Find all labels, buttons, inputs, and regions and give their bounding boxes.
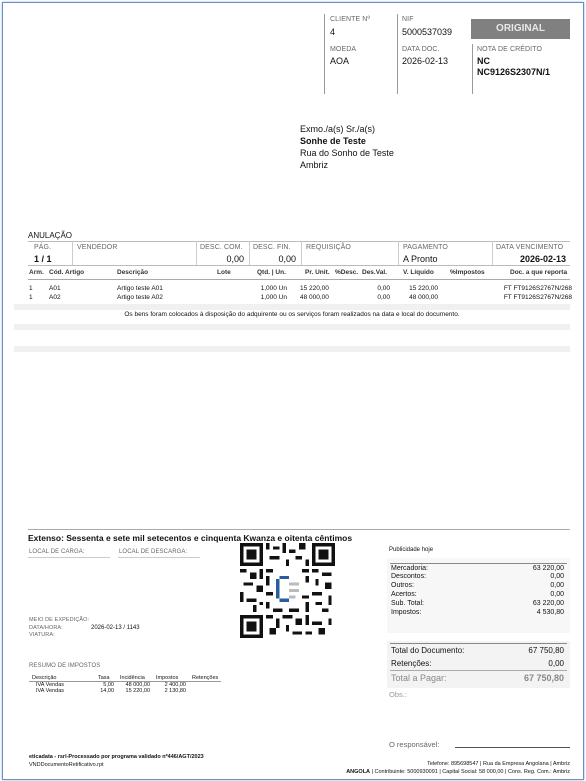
pagamento-value: A Pronto	[403, 254, 438, 264]
info-bottom-border	[28, 265, 570, 266]
tax-cell: 2 130,80	[164, 688, 186, 694]
pagamento-label: PAGAMENTO	[403, 244, 448, 251]
info-divider	[249, 241, 250, 265]
desc-fin-value: 0,00	[278, 254, 296, 264]
acertos-label: Acertos:	[391, 591, 417, 598]
vencimento-label: DATA VENCIMENTO	[496, 244, 564, 251]
nota-credito-number: NC9126S2307N/1	[477, 67, 551, 77]
cell-doc: FT FT9126S2767N/268	[503, 294, 572, 301]
company-legal-line	[300, 769, 570, 775]
company-contact: Telefone: 895698547 | Rua da Empresa Angolana | Ambriz	[427, 761, 570, 767]
address-greeting: Exmo./a(s) Sr./a(s)	[300, 124, 376, 134]
vencimento-value: 2026-02-13	[519, 254, 566, 264]
retencoes-value: 0,00	[548, 659, 564, 668]
amount-in-words: Extenso: Sessenta e sete mil setecentos e cinquenta Kwanza e oitenta cêntimos	[28, 533, 353, 543]
grand-mid-rule	[390, 670, 567, 671]
program-certification: eticadata - rsrl-Processado por programa validado nº446/AGT/2023	[29, 754, 204, 760]
cell-desc: Artigo teste A01	[117, 285, 163, 292]
original-badge: ORIGINAL	[471, 19, 570, 39]
tax-col-retencoes: Retenções	[192, 675, 219, 681]
acertos-value: 0,00	[550, 591, 564, 598]
cell-arm: 1	[29, 285, 33, 292]
viatura-label: VIATURA:	[29, 632, 55, 638]
desc-com-value: 0,00	[226, 254, 244, 264]
impostos-value: 4 530,80	[536, 609, 564, 616]
tax-summary-title: RESUMO DE IMPOSTOS	[29, 663, 101, 669]
tax-cell	[189, 688, 221, 694]
info-divider	[398, 241, 399, 265]
disposal-note: Os bens foram colocados à disposição do adquirente ou os serviços foram realizados na data e local do documento.	[124, 311, 460, 318]
cell-desc: Artigo teste A02	[117, 294, 163, 301]
col-pct-impostos: %Impostos	[450, 269, 485, 276]
data-doc-value: 2026-02-13	[402, 56, 449, 66]
header-divider	[324, 14, 325, 94]
info-divider	[301, 241, 302, 265]
total-documento-value: 67 750,80	[528, 646, 564, 655]
data-doc-label: DATA DOC.	[402, 46, 440, 53]
desc-fin-label: DESC. FIN.	[253, 244, 291, 251]
info-divider	[196, 241, 197, 265]
qr-code	[240, 543, 335, 638]
separator-band	[14, 304, 570, 310]
col-pct-desc: %Desc.	[335, 269, 359, 276]
address-city: Ambriz	[300, 160, 329, 170]
moeda-value: AOA	[330, 56, 350, 66]
datahora-value: 2026-02-13 / 1143	[91, 625, 140, 631]
tax-summary-table	[29, 675, 221, 694]
col-des-val: Des.Val.	[362, 269, 387, 276]
tax-col-impostos: Impostos	[156, 675, 179, 681]
tax-cell: 14,00	[100, 688, 114, 694]
retencoes-label: Retenções:	[391, 659, 432, 668]
header-divider	[397, 14, 398, 94]
col-cod-artigo: Cód. Artigo	[49, 269, 85, 276]
obs-label: Obs.:	[389, 690, 407, 699]
motivo-text: ANULAÇÃO	[28, 231, 73, 240]
col-qtd: Qtd. | Un.	[257, 269, 286, 276]
meio-expedicao-label: MEIO DE EXPEDIÇÃO:	[29, 617, 90, 623]
info-top-border	[28, 241, 570, 242]
tax-col-incidencia: Incidência	[120, 675, 145, 681]
cell-arm: 1	[29, 294, 33, 301]
cell-qtd: 1,000 Un	[260, 294, 287, 301]
publicidade-label: Publicidade hoje	[389, 547, 434, 553]
col-lote: Lote	[217, 269, 231, 276]
totals-box	[387, 558, 570, 633]
local-carga-rule	[28, 557, 110, 558]
subtotal-label: Sub. Total:	[391, 600, 424, 607]
totals-grand-box	[387, 641, 570, 688]
tax-cell: 2 400,00	[164, 682, 186, 688]
cell-pr-unit: 48 000,00	[300, 294, 329, 301]
vendedor-label: VENDEDOR	[77, 244, 118, 251]
cell-cod: A01	[49, 285, 61, 292]
cell-doc: FT FT9126S2767N/268	[503, 285, 572, 292]
col-descricao: Descrição	[117, 269, 149, 276]
nota-credito-type: NC	[477, 56, 490, 66]
cell-v-liquido: 48 000,00	[409, 294, 438, 301]
responsavel-label: O responsável:	[389, 740, 440, 749]
mercadoria-value: 63 220,00	[532, 565, 564, 572]
col-v-liquido: V. Líquido	[403, 269, 434, 276]
descontos-label: Descontos:	[391, 573, 427, 580]
header-divider	[472, 44, 473, 94]
col-doc-reporta: Doc. a que reporta	[510, 269, 568, 276]
cliente-label: CLIENTE Nº	[330, 16, 371, 23]
total-pagar-label: Total a Pagar:	[391, 673, 447, 683]
cell-pr-unit: 15 220,00	[300, 285, 329, 292]
tax-cell: 48 000,00	[125, 682, 150, 688]
nota-credito-label: NOTA DE CRÉDITO	[477, 46, 543, 53]
datahora-label: DATA/HORA:	[29, 625, 63, 631]
separator-band	[14, 346, 570, 352]
grand-top-rule	[390, 643, 567, 644]
table-header-rule	[28, 279, 570, 280]
tax-row	[29, 688, 221, 694]
separator-band	[14, 324, 570, 330]
local-descarga-label: LOCAL DE DESCARGA:	[119, 549, 188, 555]
tax-cell: 15 220,00	[125, 688, 150, 694]
impostos-label: Impostos:	[391, 609, 422, 616]
outros-value: 0,00	[550, 582, 564, 589]
tax-cell: 5,00	[103, 682, 114, 688]
report-file-name: VNDDocumentoRetificativo.rpt	[29, 762, 104, 768]
cell-qtd: 1,000 Un	[260, 285, 287, 292]
tax-col-taxa: Taxa	[98, 675, 110, 681]
address-name: Sonhe de Teste	[300, 136, 366, 146]
cell-cod: A02	[49, 294, 61, 301]
outros-label: Outros:	[391, 582, 414, 589]
requisicao-label: REQUISIÇÃO	[306, 244, 351, 251]
mercadoria-label: Mercadoria:	[391, 565, 428, 572]
total-documento-label: Total do Documento:	[391, 646, 465, 655]
cell-des-val: 0,00	[377, 294, 390, 301]
extenso-rule	[28, 529, 570, 530]
nif-label: NIF	[402, 16, 414, 23]
desc-com-label: DESC. COM.	[200, 244, 243, 251]
pag-label: PÁG.	[34, 244, 52, 251]
company-legal: | Contribuinte: 5000930091 | Capital Social: 58 000,00 | Cons. Reg. Com.: Ambriz	[371, 769, 570, 775]
col-arm: Arm.	[29, 269, 44, 276]
info-divider	[72, 241, 73, 265]
tax-cell: IVA Vendas	[36, 688, 65, 694]
address-street: Rua do Sonho de Teste	[300, 148, 394, 158]
cell-v-liquido: 15 220,00	[409, 285, 438, 292]
tax-col-descricao: Descrição	[32, 675, 57, 681]
info-divider	[492, 241, 493, 265]
signature-line	[455, 747, 570, 748]
totals-top-rule	[390, 563, 567, 564]
tax-cell: IVA Vendas	[36, 682, 65, 688]
pag-value: 1 / 1	[34, 254, 52, 264]
descontos-value: 0,00	[550, 573, 564, 580]
company-name: ANGOLA	[346, 769, 371, 775]
col-pr-unit: Pr. Unit.	[305, 269, 330, 276]
cliente-value: 4	[330, 27, 336, 37]
cell-des-val: 0,00	[377, 285, 390, 292]
nif-value: 5000537039	[402, 27, 453, 37]
local-descarga-rule	[118, 557, 200, 558]
subtotal-value: 63 220,00	[532, 600, 564, 607]
moeda-label: MOEDA	[330, 46, 357, 53]
total-pagar-value: 67 750,80	[523, 673, 564, 683]
local-carga-label: LOCAL DE CARGA:	[29, 549, 85, 555]
